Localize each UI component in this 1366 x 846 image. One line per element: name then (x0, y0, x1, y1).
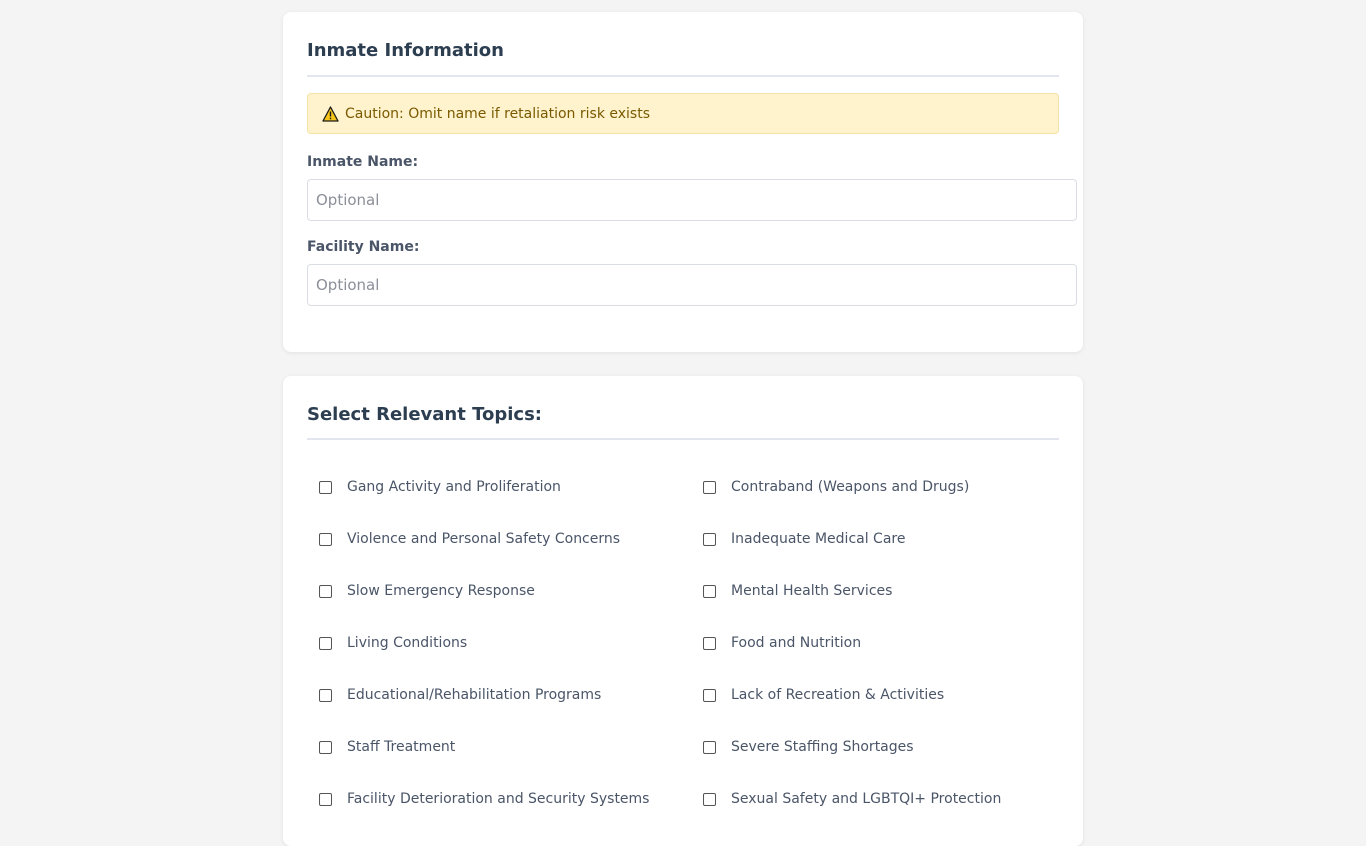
topic-option[interactable] (691, 669, 1059, 721)
topics-grid (307, 461, 1059, 825)
topic-label: Inadequate Medical Care (731, 531, 906, 547)
topic-checkbox[interactable] (703, 689, 716, 702)
topic-label: Violence and Personal Safety Concerns (347, 531, 621, 547)
topic-checkbox[interactable] (319, 533, 332, 546)
topic-checkbox[interactable] (319, 793, 332, 806)
topic-checkbox[interactable] (319, 741, 332, 754)
inmate-name-input[interactable] (307, 179, 1077, 221)
topic-label: Lack of Recreation & Activities (731, 687, 945, 703)
topic-label: Slow Emergency Response (347, 583, 535, 599)
topic-label: Contraband (Weapons and Drugs) (731, 479, 970, 495)
inmate-information-card (283, 12, 1083, 352)
topic-option[interactable] (691, 461, 1059, 513)
topic-option[interactable] (307, 617, 691, 669)
topic-label: Gang Activity and Proliferation (347, 479, 561, 495)
topic-checkbox[interactable] (703, 741, 716, 754)
topic-option[interactable] (307, 669, 691, 721)
topic-option[interactable] (691, 565, 1059, 617)
facility-name-label: Facility Name: (307, 239, 420, 255)
topic-checkbox[interactable] (319, 689, 332, 702)
topic-checkbox[interactable] (703, 585, 716, 598)
topic-label: Mental Health Services (731, 583, 893, 599)
topic-option[interactable] (307, 461, 691, 513)
topic-label: Living Conditions (347, 635, 468, 651)
topics-card (283, 376, 1083, 846)
topic-option[interactable] (691, 721, 1059, 773)
topic-checkbox[interactable] (703, 533, 716, 546)
topic-label: Food and Nutrition (731, 635, 862, 651)
facility-name-input[interactable] (307, 264, 1077, 306)
topic-checkbox[interactable] (703, 793, 716, 806)
topic-checkbox[interactable] (319, 481, 332, 494)
topic-option[interactable] (691, 773, 1059, 825)
topic-label: Staff Treatment (347, 739, 456, 755)
inmate-information-title: Inmate Information (307, 12, 1059, 77)
topic-label: Educational/Rehabilitation Programs (347, 687, 602, 703)
topic-option[interactable] (307, 513, 691, 565)
inmate-name-label: Inmate Name: (307, 154, 419, 170)
topic-label: Severe Staffing Shortages (731, 739, 914, 755)
topic-option[interactable] (691, 617, 1059, 669)
topic-option[interactable] (307, 565, 691, 617)
topics-title: Select Relevant Topics: (307, 376, 1059, 440)
caution-banner (307, 93, 1059, 134)
warning-icon (322, 106, 339, 122)
topic-option[interactable] (307, 773, 691, 825)
caution-text: Caution: Omit name if retaliation risk exists (345, 105, 650, 122)
topic-checkbox[interactable] (319, 585, 332, 598)
topic-checkbox[interactable] (703, 481, 716, 494)
topic-checkbox[interactable] (319, 637, 332, 650)
topic-label: Sexual Safety and LGBTQI+ Protection (731, 791, 1002, 807)
topic-checkbox[interactable] (703, 637, 716, 650)
topic-option[interactable] (691, 513, 1059, 565)
topic-label: Facility Deterioration and Security Systems (347, 791, 650, 807)
topic-option[interactable] (307, 721, 691, 773)
